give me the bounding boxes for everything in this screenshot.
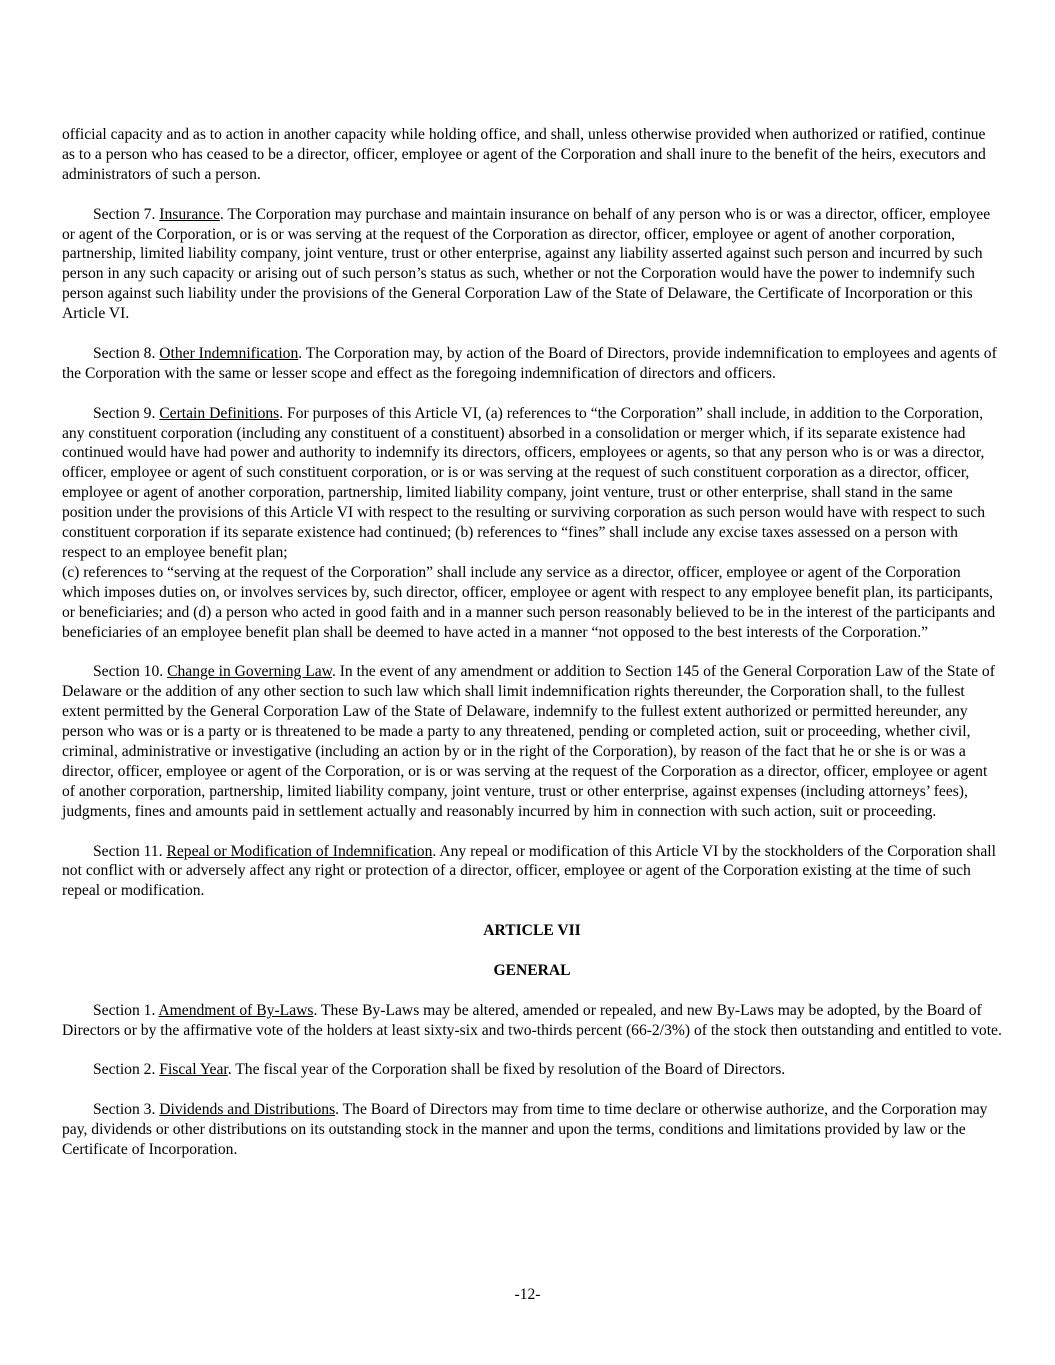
section-2-fiscal-year [62, 1060, 1002, 1080]
section-number: Section 2. [93, 1061, 160, 1079]
section-number: Section 8. [93, 344, 160, 362]
section-10-change-in-governing-law [62, 662, 1002, 821]
section-body: . The fiscal year of the Corporation shall be fixed by resolution of the Board of Directors. [227, 1061, 786, 1079]
section-title: Other Indemnification [159, 344, 299, 362]
section-number: Section 1. [93, 1001, 159, 1019]
section-number: Section 11. [93, 842, 167, 860]
section-body: . The Corporation may purchase and maintain insurance on behalf of any person who is or was a director, officer, employee or agent of the Corporation, or is or was serving at the request of the Corporation as director, officer, employee or agent of another corporation, partnership, limited liability company, joint venture, trust or other enterprise, against any liability asserted against such person and incurred by such person in any such capacity or arising out of such person’s status as such, whether or not the Corporation would have the power to indemnify such person against such liability under the provisions of the General Corporation Law of the State of Delaware, the Certificate of Incorporation or this Article VI. [62, 205, 991, 323]
section-title: Amendment of By-Laws [158, 1001, 314, 1019]
page-number: -12- [514, 1286, 541, 1303]
section-1-amendment-of-by-laws [62, 1001, 1002, 1041]
section-body-continued: (c) references to “serving at the request of the Corporation” shall include any service as a director, officer, employee or agent of the Corporation which imposes duties on, or involves services by, such director, officer, employee or agent with respect to any employee benefit plan, its participants, or beneficiaries; and (d) a person who acted in good faith and in a manner such person reasonably believed to be in the interest of the participants and beneficiaries of an employee benefit plan shall be deemed to have acted in a manner “not opposed to the best interests of the Corporation.” [62, 563, 996, 641]
section-body: . The Corporation may, by action of the Board of Directors, provide indemnification to employees and agents of the Corporation with the same or lesser scope and effect as the foregoing indemnification of directors and officers. [62, 344, 997, 382]
section-title: Fiscal Year [159, 1061, 228, 1079]
section-title: Certain Definitions [159, 404, 280, 422]
section-number: Section 7. [93, 205, 160, 223]
section-title: Repeal or Modification of Indemnification [166, 842, 433, 860]
section-body: . The Board of Directors may from time to time declare or otherwise authorize, and the Corporation may pay, dividends or other distributions on its outstanding stock in the manner and upon the terms, conditions and limitations provided by law or the Certificate of Incorporation. [62, 1101, 988, 1159]
section-title: Dividends and Distributions [159, 1101, 336, 1119]
section-9-certain-definitions [62, 404, 1002, 643]
section-title: Insurance [159, 205, 220, 223]
section-number: Section 9. [93, 404, 160, 422]
section-11-repeal-or-modification [62, 842, 1002, 902]
section-number: Section 10. [93, 663, 168, 681]
section-title: Change in Governing Law [167, 663, 332, 681]
article-heading: ARTICLE VII [483, 922, 581, 940]
paragraph-text: official capacity and as to action in another capacity while holding office, and shall, unless otherwise provided when authorized or ratified, continue as to a person who has ceased to be a director, officer, employee or agent of the Corporation and shall inure to the benefit of the heirs, executors and administrators of such a person. [62, 126, 986, 183]
section-body: . These By-Laws may be altered, amended or repealed, and new By-Laws may be adopted, by the Board of Directors or by the affirmative vote of the holders at least sixty-six and two-thirds percent (66-2/3%) of the stock then outstanding and entitled to vote. [62, 1001, 1002, 1039]
section-number: Section 3. [93, 1101, 160, 1119]
section-body: . In the event of any amendment or addition to Section 145 of the General Corporation Law of the State of Delaware or the addition of any other section to such law which shall limit indemnification rights thereunder, the Corporation shall, to the fullest extent permitted by the General Corporation Law of the State of Delaware, indemnify to the fullest extent authorized or permitted hereunder, any person who was or is a party or is threatened to be made a party to any threatened, pending or completed action, suit or proceeding, whether civil, criminal, administrative or investigative (including an action by or in the right of the Corporation), by reason of the fact that he or she is or was a director, officer, employee or agent of the Corporation, or is or was serving at the request of the Corporation as a director, officer, employee or agent of another corporation, partnership, limited liability company, joint venture, trust or other enterprise, against expenses (including attorneys’ fees), judgments, fines and amounts paid in settlement actually and reasonably incurred by him in connection with such action, suit or proceeding. [62, 663, 995, 820]
section-body: . Any repeal or modification of this Article VI by the stockholders of the Corporation shall not conflict with or adversely affect any right or protection of a director, officer, employee or agent of the Corporation existing at the time of such repeal or modification. [62, 842, 996, 900]
section-body: . For purposes of this Article VI, (a) references to “the Corporation” shall include, in addition to the Corporation, any constituent corporation (including any constituent of a constituent) absorbed in a consolidation or merger which, if its separate existence had continued would have had power and authority to indemnify its directors, officers, employees or agents, so that any person who is or was a director, officer, employee or agent of such constituent corporation, or is or was serving at the request of such constituent corporation as a director, officer, employee or agent of another corporation, partnership, limited liability company, joint venture, trust or other enterprise, shall stand in the same position under the provisions of this Article VI with respect to the resulting or surviving corporation as such person would have with respect to such constituent corporation if its separate existence had continued; (b) references to “fines” shall include any excise taxes assessed on a person with respect to an employee benefit plan; [62, 404, 986, 561]
section-3-dividends-and-distributions [62, 1100, 1002, 1160]
section-7-insurance [62, 205, 1002, 324]
article-subheading: GENERAL [493, 961, 571, 979]
continuation-paragraph [62, 125, 1002, 185]
document-page [62, 125, 1002, 1180]
section-8-other-indemnification [62, 344, 1002, 384]
